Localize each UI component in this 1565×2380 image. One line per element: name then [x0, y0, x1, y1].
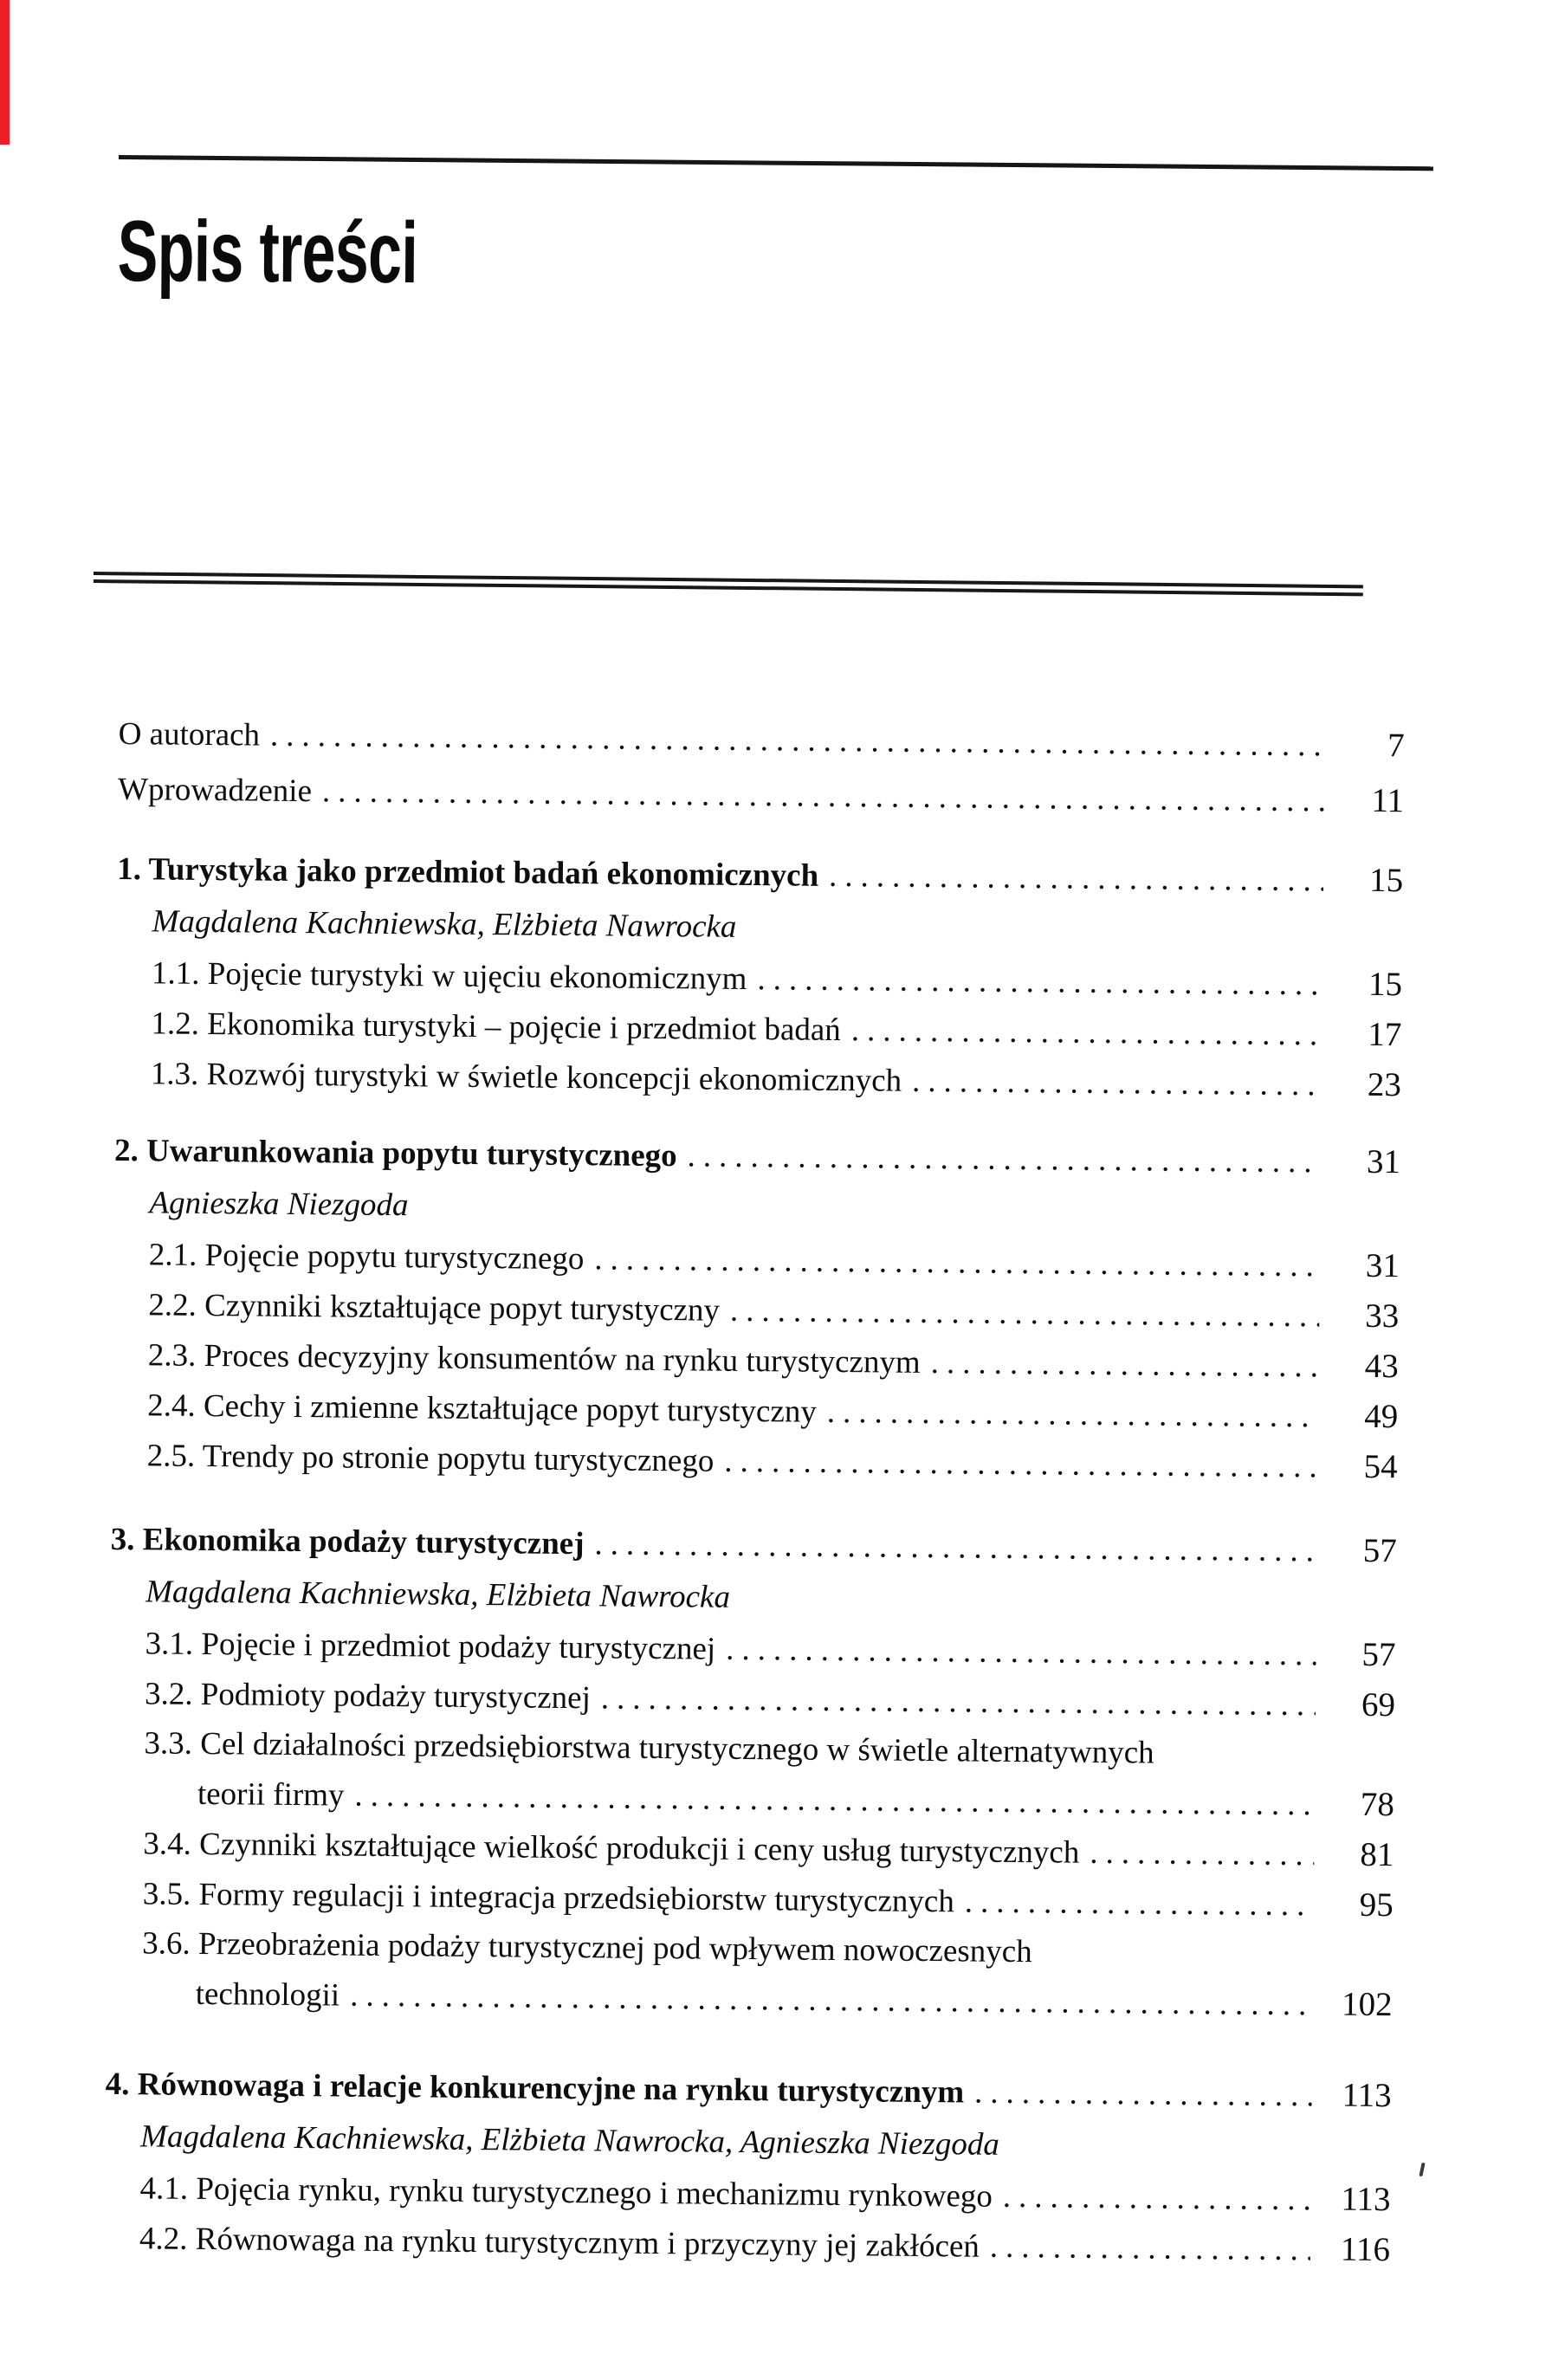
dotted-leader — [817, 1387, 1319, 1442]
page-number: 15 — [1368, 965, 1403, 1004]
toc-entry-label: 3.6. Przeobrażenia podaży turystycznej pod wpływem nowoczesnych — [142, 1925, 1032, 1970]
dotted-leader — [584, 1518, 1317, 1577]
toc-entry-label: 3.3. Cel działalności przedsiębiorstwa turystycznego w świetle alternatywnych — [144, 1725, 1154, 1771]
page-number: 11 — [1371, 781, 1405, 820]
scan-edge-artifact — [0, 0, 10, 145]
dotted-leader — [715, 1625, 1316, 1680]
toc-chapter-4 — [104, 2058, 1392, 2275]
toc-entry-label: 2.5. Trendy po stronie popytu turystycznego — [146, 1438, 715, 1479]
double-rule — [94, 572, 1363, 596]
dotted-leader — [841, 1006, 1322, 1059]
toc-entry-label: 2. Uwarunkowania popytu turystycznego — [113, 1132, 677, 1174]
dotted-leader — [747, 954, 1322, 1009]
toc-entry-label: 3.5. Formy regulacji i integracja przedsiębiorstw turystycznych — [142, 1876, 955, 1920]
dotted-leader — [954, 1877, 1314, 1930]
toc-entry-label: 3.1. Pojęcie i przedmiot podaży turystycznej — [145, 1626, 716, 1667]
page-number: 23 — [1367, 1065, 1402, 1104]
dotted-leader — [1079, 1828, 1315, 1880]
toc-chapter-2 — [111, 1124, 1400, 1492]
page-number: 7 — [1387, 727, 1405, 765]
toc-entry-label: 2.2. Czynniki kształtujące popyt turystyczny — [148, 1287, 721, 1329]
toc-entry-label: 3.2. Podmioty podaży turystycznej — [144, 1676, 592, 1717]
toc-entry-label: 4.1. Pojęcia rynku, rynku turystycznego i mechanizmu rynkowego — [139, 2170, 993, 2215]
authors-names: Magdalena Kachniewska, Elżbieta Nawrocka — [145, 1574, 731, 1615]
dotted-leader — [902, 1057, 1322, 1110]
dotted-leader — [340, 1971, 1313, 2030]
page-number: 81 — [1360, 1835, 1394, 1874]
dotted-leader — [993, 2172, 1311, 2225]
dotted-leader — [344, 1771, 1315, 1830]
toc-entry-label: 2.3. Proces decyzyjny konsumentów na rynku turystycznym — [147, 1337, 921, 1381]
top-rule — [119, 155, 1433, 171]
page-number: 57 — [1361, 1635, 1396, 1674]
dotted-leader — [591, 1673, 1316, 1730]
toc-entry-label: Wprowadzenie — [117, 771, 313, 810]
dotted-leader — [676, 1130, 1321, 1188]
toc-entry-label: technologii — [195, 1976, 340, 2014]
toc — [104, 706, 1405, 2275]
page-number: 116 — [1340, 2230, 1391, 2269]
dotted-leader — [980, 2222, 1311, 2275]
page-number: 43 — [1364, 1347, 1399, 1386]
stray-mark — [1419, 2163, 1425, 2176]
dotted-leader — [920, 1338, 1319, 1391]
toc-entry-label: 1.1. Pojęcie turystyki w ujęciu ekonomicznym — [151, 955, 747, 997]
toc-entry-label: 1. Turystyka jako przedmiot badań ekonomicznych — [116, 850, 819, 894]
authors-names: Magdalena Kachniewska, Elżbieta Nawrocka, Agnieszka Niezgoda — [139, 2118, 999, 2163]
toc-entry-label: 4.2. Równowaga na rynku turystycznym i przyczyny jej zakłóceń — [139, 2221, 980, 2265]
page-number: 113 — [1342, 2076, 1392, 2115]
page-number: 31 — [1365, 1246, 1400, 1285]
page-number: 78 — [1360, 1785, 1395, 1824]
page-number: 102 — [1341, 1985, 1393, 2024]
page-number: 69 — [1361, 1685, 1396, 1724]
toc-entry-label: 3.4. Czynniki kształtujące wielkość produkcji i ceny usług turystycznych — [143, 1826, 1080, 1871]
dotted-leader — [720, 1286, 1320, 1342]
dotted-leader — [714, 1437, 1318, 1492]
toc-chapter-3 — [106, 1513, 1397, 2030]
page-number: 113 — [1341, 2180, 1391, 2219]
authors-names: Magdalena Kachniewska, Elżbieta Nawrocka — [152, 903, 737, 945]
toc-entry-label: 1.3. Rozwój turystyki w świetle koncepcji ekonomicznych — [150, 1056, 902, 1099]
dotted-leader — [964, 2066, 1312, 2122]
toc-entry-label: O autorach — [118, 715, 261, 753]
double-rule-line-bottom — [94, 579, 1363, 596]
toc-entry-label: teorii firmy — [197, 1775, 345, 1814]
page-number: 54 — [1363, 1447, 1398, 1486]
dotted-leader — [818, 850, 1324, 908]
toc-entry-label: 2.4. Cechy i zmienne kształtujące popyt turystyczny — [147, 1387, 818, 1430]
toc-entry-label: 3. Ekonomika podaży turystycznej — [110, 1521, 585, 1562]
toc-entry-label: 1.2. Ekonomika turystyki – pojęcie i przedmiot badań — [151, 1006, 841, 1049]
toc-entry-label: 4. Równowaga i relacje konkurencyjne na rynku turystycznym — [105, 2066, 965, 2111]
dotted-leader — [312, 764, 1325, 828]
page-number: 31 — [1366, 1142, 1401, 1181]
dotted-leader — [584, 1234, 1320, 1290]
page-title: Spis treści — [117, 203, 418, 302]
toc-entry-label: 2.1. Pojęcie popytu turystycznego — [148, 1237, 585, 1277]
page-number: 49 — [1363, 1397, 1399, 1436]
page-number: 95 — [1359, 1885, 1394, 1924]
page-number: 17 — [1368, 1015, 1402, 1054]
toc-chapter-1 — [115, 843, 1404, 1110]
toc-front-matter — [118, 706, 1405, 829]
page-number: 33 — [1365, 1297, 1400, 1336]
dotted-leader — [260, 708, 1325, 773]
authors-names: Agnieszka Niezgoda — [149, 1185, 409, 1224]
page-number: 15 — [1368, 861, 1404, 900]
page-number: 57 — [1362, 1531, 1397, 1570]
